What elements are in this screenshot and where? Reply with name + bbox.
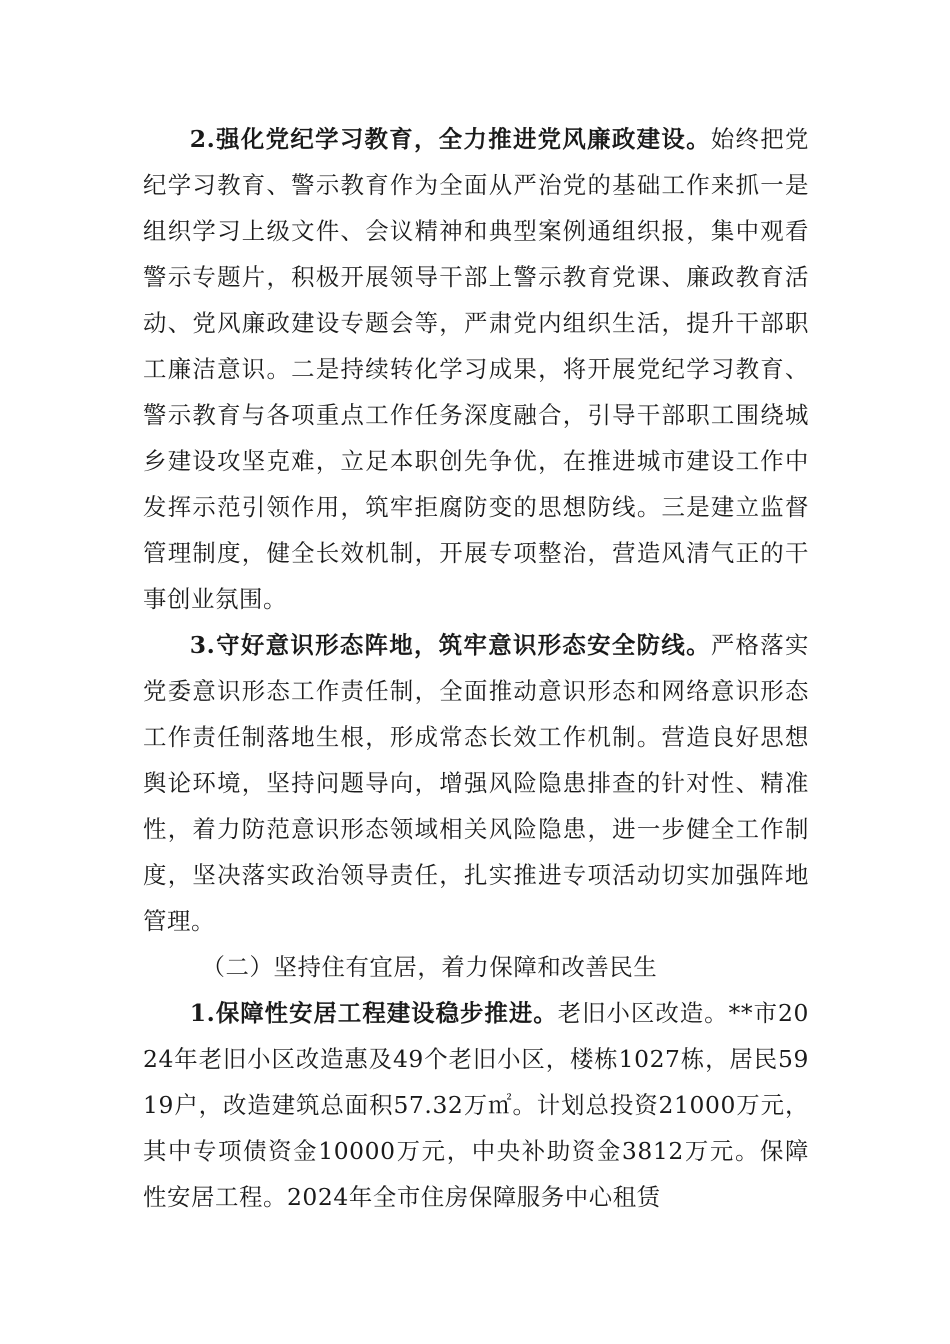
section-heading: （二）坚持住有宜居，着力保障和改善民生: [201, 953, 658, 981]
paragraph-ideology: [143, 622, 809, 944]
document-page: [143, 116, 809, 1220]
paragraph-body: 老旧小区改造。**市2024年老旧小区改造惠及49个老旧小区，楼栋1027栋，居民5919户，改造建筑总面积57.32万㎡。计划总投资21000万元，其中专项债资金10000万元，中央补助资金3812万元。保障性安居工程。2024年全市住房保障服务中心租赁: [143, 999, 809, 1211]
paragraph-lead: 2.强化党纪学习教育，全力推进党风廉政建设。: [189, 125, 711, 153]
paragraph-party-discipline: [143, 116, 809, 622]
paragraph-body: 严格落实党委意识形态工作责任制，全面推动意识形态和网络意识形态工作责任制落地生根，形成常态长效工作机制。营造良好思想舆论环境，坚持问题导向，增强风险隐患排查的针对性、精准性，着力防范意识形态领域相关风险隐患，进一步健全工作制度，坚决落实政治领导责任，扎实推进专项活动切实加强阵地管理。: [143, 631, 809, 935]
paragraph-housing-project: [143, 990, 809, 1220]
paragraph-body: 始终把党纪学习教育、警示教育作为全面从严治党的基础工作来抓一是组织学习上级文件、会议精神和典型案例通组织报，集中观看警示专题片，积极开展领导干部上警示教育党课、廉政教育活动、党风廉政建设专题会等，严肃党内组织生活，提升干部职工廉洁意识。二是持续转化学习成果，将开展党纪学习教育、警示教育与各项重点工作任务深度融合，引导干部职工围绕城乡建设攻坚克难，立足本职创先争优，在推进城市建设工作中发挥示范引领作用，筑牢拒腐防变的思想防线。三是建立监督管理制度，健全长效机制，开展专项整治，营造风清气正的干事创业氛围。: [143, 125, 809, 613]
paragraph-lead: 1.保障性安居工程建设稳步推进。: [189, 999, 558, 1027]
paragraph-lead: 3.守好意识形态阵地，筑牢意识形态安全防线。: [189, 631, 711, 659]
